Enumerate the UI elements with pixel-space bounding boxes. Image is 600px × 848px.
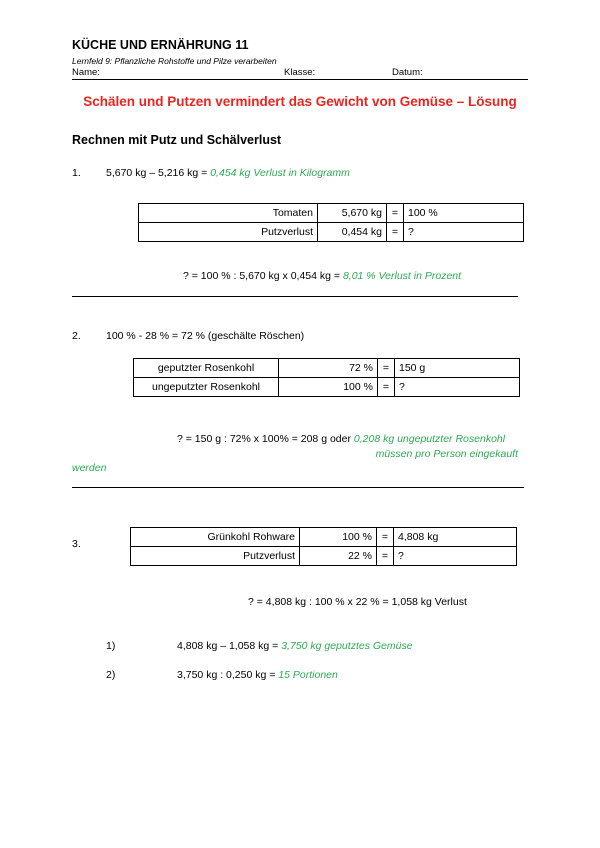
separator-line	[72, 487, 524, 488]
task-1-calculation	[106, 167, 350, 179]
worksheet-subtitle: Lernfeld 9: Pflanzliche Rohstoffe und Pilze verarbeiten	[72, 56, 277, 66]
task-3-step-1	[177, 640, 413, 652]
table-cell-value: 100 %	[279, 378, 378, 397]
task-1-result: 0,454 kg Verlust in Kilogramm	[210, 167, 350, 179]
task-2-formula-result-3: werden	[72, 462, 107, 474]
task-1-formula-text: ? = 100 % : 5,670 kg x 0,454 kg =	[183, 270, 343, 282]
table-cell-equals: =	[378, 378, 395, 397]
task-3-step-2-calc: 3,750 kg : 0,250 kg =	[177, 669, 279, 681]
table-row	[131, 528, 517, 547]
table-cell-equals: =	[377, 547, 394, 566]
worksheet-header-title: KÜCHE UND ERNÄHRUNG 11	[72, 38, 249, 52]
task-1-calc-text: 5,670 kg – 5,216 kg =	[106, 167, 211, 179]
table-cell-value: 0,454 kg	[318, 223, 387, 242]
table-row	[139, 223, 524, 242]
table-cell-result: ?	[395, 378, 520, 397]
table-cell-equals: =	[377, 528, 394, 547]
task-1-formula-result: 8,01 % Verlust in Prozent	[342, 270, 462, 282]
task-2-formula	[177, 433, 505, 445]
task-2-calculation: 100 % - 28 % = 72 % (geschälte Röschen)	[106, 330, 305, 342]
table-cell-equals: =	[387, 223, 404, 242]
table-cell-label: Putzverlust	[131, 547, 300, 566]
task-3-step-2-result: 15 Portionen	[278, 669, 338, 681]
name-label: Name:	[72, 67, 100, 78]
table-row	[134, 378, 520, 397]
table-cell-result: 4,808 kg	[394, 528, 517, 547]
table-cell-value: 100 %	[300, 528, 377, 547]
task-1-number: 1.	[72, 167, 81, 179]
task-3-step-1-calc: 4,808 kg – 1,058 kg =	[177, 640, 282, 652]
separator-line	[72, 296, 518, 297]
table-cell-label: Tomaten	[139, 204, 318, 223]
table-cell-value: 72 %	[279, 359, 378, 378]
table-cell-label: Grünkohl Rohware	[131, 528, 300, 547]
table-row	[139, 204, 524, 223]
task-2-number: 2.	[72, 330, 81, 342]
task-1-formula	[183, 270, 461, 282]
table-cell-value: 5,670 kg	[318, 204, 387, 223]
task-3-step-1-number: 1)	[106, 640, 116, 652]
datum-label: Datum:	[392, 67, 423, 78]
task-2-formula-text: ? = 150 g : 72% x 100% = 208 g oder	[177, 433, 354, 445]
table-cell-result: 150 g	[395, 359, 520, 378]
task-3-step-2	[177, 669, 338, 681]
table-row	[134, 359, 520, 378]
task-3-number: 3.	[72, 538, 81, 550]
table-cell-value: 22 %	[300, 547, 377, 566]
table-cell-label: ungeputzter Rosenkohl	[134, 378, 279, 397]
task-3-step-2-number: 2)	[106, 669, 116, 681]
student-info-row	[72, 67, 528, 80]
table-cell-label: Putzverlust	[139, 223, 318, 242]
task-2-table	[133, 358, 520, 397]
klasse-label: Klasse:	[284, 67, 316, 78]
task-3-formula: ? = 4,808 kg : 100 % x 22 % = 1,058 kg Verlust	[248, 596, 467, 608]
task-2-formula-result-2: müssen pro Person eingekauft	[375, 448, 518, 460]
table-cell-equals: =	[387, 204, 404, 223]
table-cell-equals: =	[378, 359, 395, 378]
page-title: Schälen und Putzen vermindert das Gewicht von Gemüse – Lösung	[83, 94, 517, 109]
task-2-formula-result-1: 0,208 kg ungeputzter Rosenkohl	[353, 433, 506, 445]
table-cell-label: geputzter Rosenkohl	[134, 359, 279, 378]
table-row	[131, 547, 517, 566]
table-cell-result: 100 %	[404, 204, 524, 223]
task-1-table	[138, 203, 524, 242]
table-cell-result: ?	[394, 547, 517, 566]
section-heading: Rechnen mit Putz und Schälverlust	[72, 133, 282, 147]
task-3-step-1-result: 3,750 kg geputztes Gemüse	[281, 640, 413, 652]
task-3-table	[130, 527, 517, 566]
table-cell-result: ?	[404, 223, 524, 242]
